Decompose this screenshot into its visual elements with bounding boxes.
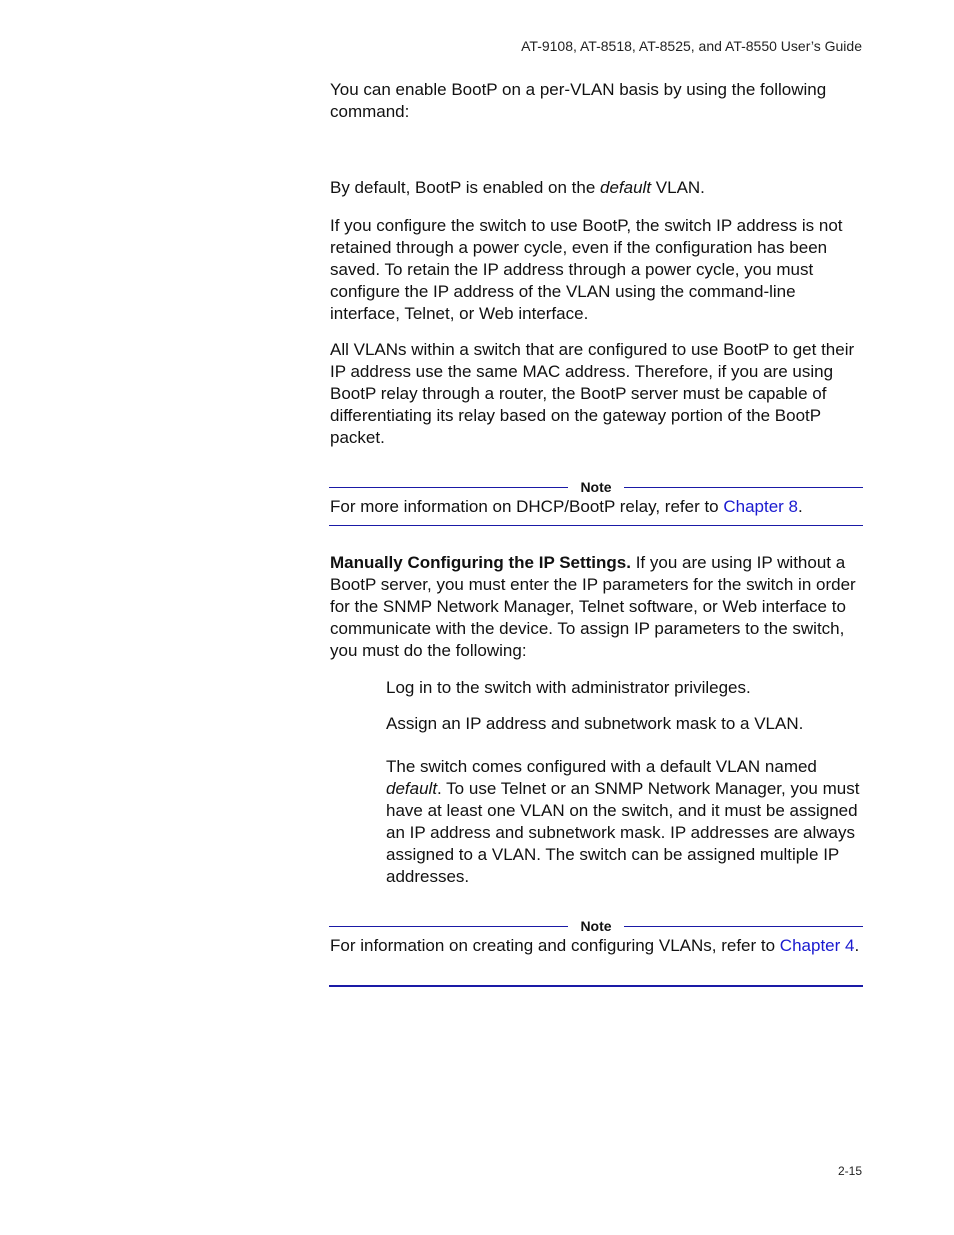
running-header: AT-9108, AT-8518, AT-8525, and AT-8550 User’s Guide: [521, 38, 862, 54]
note-1-label: Note: [580, 479, 612, 495]
default-text-pre: By default, BootP is enabled on the: [330, 178, 600, 197]
note-2-bottom-rule: [329, 985, 863, 987]
manual-config-heading: Manually Configuring the IP Settings.: [330, 553, 631, 572]
note-1-bottom-rule: [329, 525, 863, 526]
note-2-text-post: .: [854, 936, 860, 955]
manual-config-paragraph: [330, 552, 862, 662]
default-text-post: VLAN.: [651, 178, 705, 197]
page-number: 2-15: [837, 1164, 862, 1178]
retain-ip-paragraph: If you configure the switch to use BootP, the switch IP address is not retained through a power cycle, even if the configuration has been saved. To retain the IP address through a power cycle, you must configure the IP address of the VLAN using the command-line interface, Telnet, or Web interface.: [330, 216, 843, 323]
note-2-label: Note: [580, 918, 612, 934]
manual-config-text: If you are using IP without a BootP server, you must enter the IP parameters for the switch in order for the SNMP Network Manager, Telnet software, or Web interface to communicate with the device. To assign IP parameters to the switch, you must do the following:: [330, 553, 856, 660]
step-2: Assign an IP address and subnetwork mask to a VLAN.: [386, 714, 804, 733]
step-2-detail: [386, 756, 864, 888]
note-2-header: [329, 917, 863, 935]
note-1-header: [329, 478, 863, 496]
step-2-detail-post: . To use Telnet or an SNMP Network Manager, you must have at least one VLAN on the switch, and it must be assigned an IP address and subnetwork mask. IP addresses are always assigned to a VLAN. The switch can be assigned multiple IP addresses.: [386, 779, 860, 886]
enable-bootp-paragraph: You can enable BootP on a per-VLAN basis by using the following command:: [330, 80, 827, 121]
step-2-default-vlan-name: default: [386, 779, 438, 798]
default-vlan-name: default: [600, 178, 652, 197]
step-1: Log in to the switch with administrator privileges.: [386, 678, 751, 697]
chapter-4-link[interactable]: Chapter 4: [779, 936, 855, 955]
step-2-detail-pre: The switch comes configured with a default VLAN named: [386, 757, 817, 776]
note-2-text-pre: For information on creating and configuring VLANs, refer to: [330, 936, 780, 955]
chapter-8-link[interactable]: Chapter 8: [723, 497, 799, 516]
note-1-text-post: .: [798, 497, 803, 516]
note-1-text: [330, 496, 862, 518]
all-vlans-paragraph: All VLANs within a switch that are configured to use BootP to get their IP address use the same MAC address. Therefore, if you are using BootP relay through a router, the BootP server must be capable of differentiating its relay based on the gateway portion of the BootP packet.: [330, 340, 855, 447]
default-bootp-paragraph: [330, 177, 862, 199]
note-2-rule-right: [624, 926, 863, 927]
note-1-text-pre: For more information on DHCP/BootP relay, refer to: [330, 497, 724, 516]
note-1-rule-right: [624, 487, 863, 488]
note-2-text: [330, 935, 862, 957]
